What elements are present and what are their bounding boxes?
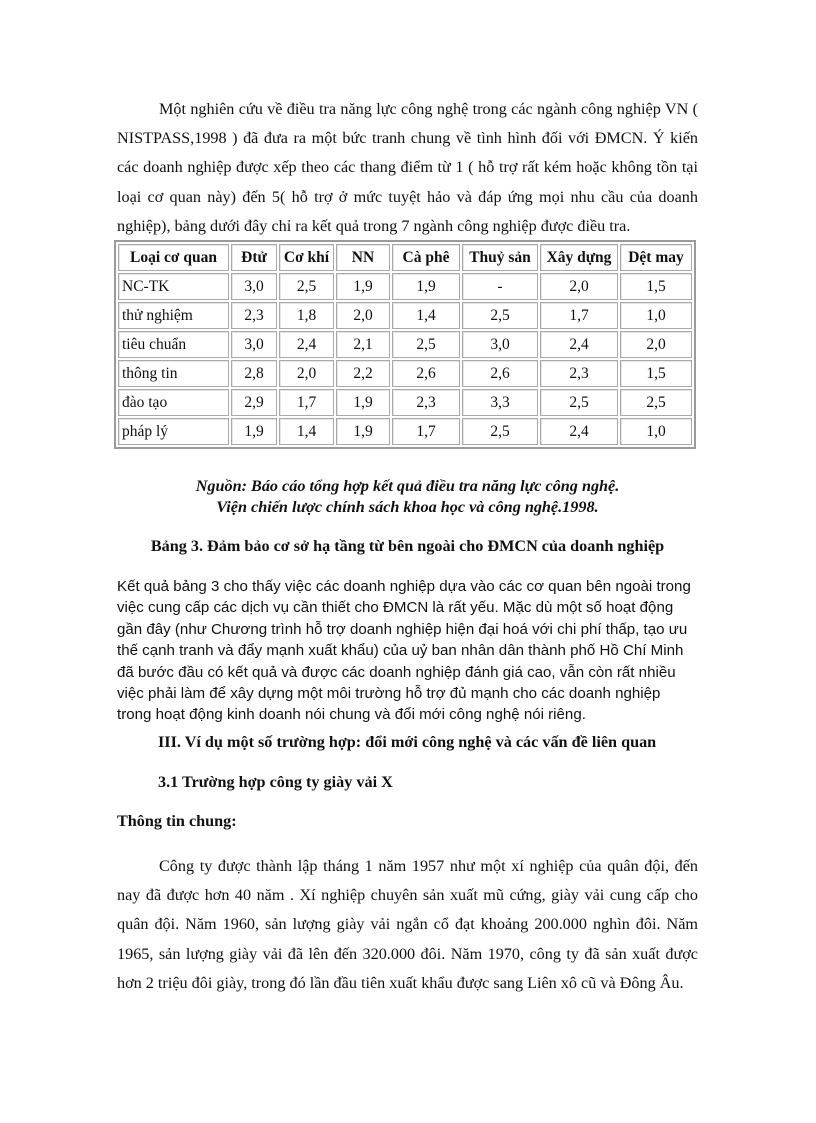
row-label: thông tin xyxy=(118,360,229,387)
table-cell: 2,2 xyxy=(336,360,390,387)
table-cell: 1,9 xyxy=(392,273,460,300)
table-row xyxy=(118,389,692,416)
company-paragraph: Công ty được thành lập tháng 1 năm 1957 như một xí nghiệp của quân đội, đến nay đã được hơn 40 năm . Xí nghiệp chuyên sản xuất mũ cứng, giày vải cung cấp cho quân đội. Năm 1960, sản lượng giày vải ngắn cổ đạt khoảng 200.000 nghìn đôi. Năm 1965, sản lượng giày vải đã lên đến 320.000 đôi. Năm 1970, công ty đã sản xuất được hơn 2 triệu đôi giày, trong đó lần đầu tiên xuất khẩu được sang Liên xô cũ và Đông Âu. xyxy=(117,857,698,992)
table-cell: 2,5 xyxy=(620,389,692,416)
table-cell: 3,3 xyxy=(462,389,538,416)
table-cell: 1,7 xyxy=(392,418,460,445)
table-row xyxy=(118,302,692,329)
table-row xyxy=(118,273,692,300)
table-cell: 2,3 xyxy=(231,302,277,329)
table-cell: 2,5 xyxy=(279,273,334,300)
table-cell: 2,1 xyxy=(336,331,390,358)
table-cell: 2,5 xyxy=(462,302,538,329)
source-line-1: Nguồn: Báo cáo tổng hợp kết quả điều tra năng lực công nghệ. xyxy=(195,477,620,495)
table-cell: 2,4 xyxy=(279,331,334,358)
table-cell: 2,0 xyxy=(336,302,390,329)
table-cell: 3,0 xyxy=(231,331,277,358)
table-cell: 1,4 xyxy=(392,302,460,329)
table-cell: 1,8 xyxy=(279,302,334,329)
table-cell: 2,8 xyxy=(231,360,277,387)
table-cell: 2,5 xyxy=(392,331,460,358)
table-header-row xyxy=(118,244,692,271)
header-cell: Xây dựng xyxy=(540,244,618,271)
table-row xyxy=(118,360,692,387)
header-cell: Cà phê xyxy=(392,244,460,271)
assessment-table xyxy=(114,240,696,449)
subsection-heading: 3.1 Trường hợp công ty giày vải X xyxy=(158,773,393,791)
table-cell: 1,9 xyxy=(336,418,390,445)
table-cell: 2,0 xyxy=(279,360,334,387)
row-label: pháp lý xyxy=(118,418,229,445)
header-cell: NN xyxy=(336,244,390,271)
table-cell: 1,0 xyxy=(620,418,692,445)
header-cell: Thuỷ sản xyxy=(462,244,538,271)
header-cell: Loại cơ quan xyxy=(118,244,229,271)
table-cell: 1,7 xyxy=(540,302,618,329)
intro-paragraph: Một nghiên cứu về điều tra năng lực công nghệ trong các ngành công nghiệp VN ( NISTPASS,1998 ) đã đưa ra một bức tranh chung về tình hình đối với ĐMCN. Ý kiến các doanh nghiệp được xếp theo các thang điểm từ 1 ( hỗ trợ rất kém hoặc không tồn tại loại cơ quan này) đến 5( hỗ trợ ở mức tuyệt hảo và đáp ứng mọi nhu cầu của doanh nghiệp), bảng dưới đây chỉ ra kết quả trong 7 ngành công nghiệp được điều tra. xyxy=(117,100,698,235)
row-label: tiêu chuẩn xyxy=(118,331,229,358)
row-label: thử nghiệm xyxy=(118,302,229,329)
table-row xyxy=(118,418,692,445)
table-cell: 2,5 xyxy=(540,389,618,416)
row-label: NC-TK xyxy=(118,273,229,300)
general-info-heading: Thông tin chung: xyxy=(117,812,237,830)
table-cell: 2,4 xyxy=(540,331,618,358)
table-cell: 1,7 xyxy=(279,389,334,416)
source-line-2: Viện chiến lược chính sách khoa học và công nghệ.1998. xyxy=(216,498,599,516)
table-cell: 1,5 xyxy=(620,273,692,300)
table-cell: 2,0 xyxy=(540,273,618,300)
section-heading: III. Ví dụ một số trường hợp: đổi mới công nghệ và các vấn đề liên quan xyxy=(158,733,657,751)
table-cell: 3,0 xyxy=(231,273,277,300)
table-cell: 2,6 xyxy=(392,360,460,387)
table-cell: 1,0 xyxy=(620,302,692,329)
header-cell: Đtử xyxy=(231,244,277,271)
table-cell: 1,5 xyxy=(620,360,692,387)
table-cell: 2,5 xyxy=(462,418,538,445)
row-label: đào tạo xyxy=(118,389,229,416)
table-cell: 2,9 xyxy=(231,389,277,416)
table-cell: 1,9 xyxy=(336,389,390,416)
analysis-paragraph: Kết quả bảng 3 cho thấy việc các doanh nghiệp dựa vào các cơ quan bên ngoài trong việc cung cấp các dịch vụ cần thiết cho ĐMCN là rất yếu. Mặc dù một số hoạt động gần đây (như Chương trình hỗ trợ doanh nghiệp hiện đại hoá với chi phí thấp, tạo ưu thế cạnh tranh và đẩy mạnh xuất khẩu) của uỷ ban nhân dân thành phố Hồ Chí Minh đã bước đầu có kết quả và được các doanh nghiệp đánh giá cao, vẫn còn rất nhiều việc phải làm để xây dựng một môi trường hỗ trợ đủ mạnh cho các doanh nghiệp trong hoạt động kinh doanh nói chung và đổi mới công nghệ nói riêng. xyxy=(117,578,691,724)
table-cell: 2,3 xyxy=(540,360,618,387)
table-caption: Bảng 3. Đảm bảo cơ sở hạ tầng từ bên ngoài cho ĐMCN của doanh nghiệp xyxy=(150,537,665,555)
table-cell: 2,4 xyxy=(540,418,618,445)
table-cell: 1,9 xyxy=(231,418,277,445)
header-cell: Dệt may xyxy=(620,244,692,271)
table-cell: 1,4 xyxy=(279,418,334,445)
table-cell: 1,9 xyxy=(336,273,390,300)
table-cell: 3,0 xyxy=(462,331,538,358)
table-source-note xyxy=(117,476,698,518)
table-cell: 2,0 xyxy=(620,331,692,358)
table-cell: 2,3 xyxy=(392,389,460,416)
table-cell: - xyxy=(462,273,538,300)
header-cell: Cơ khí xyxy=(279,244,334,271)
table-cell: 2,6 xyxy=(462,360,538,387)
table-row xyxy=(118,331,692,358)
